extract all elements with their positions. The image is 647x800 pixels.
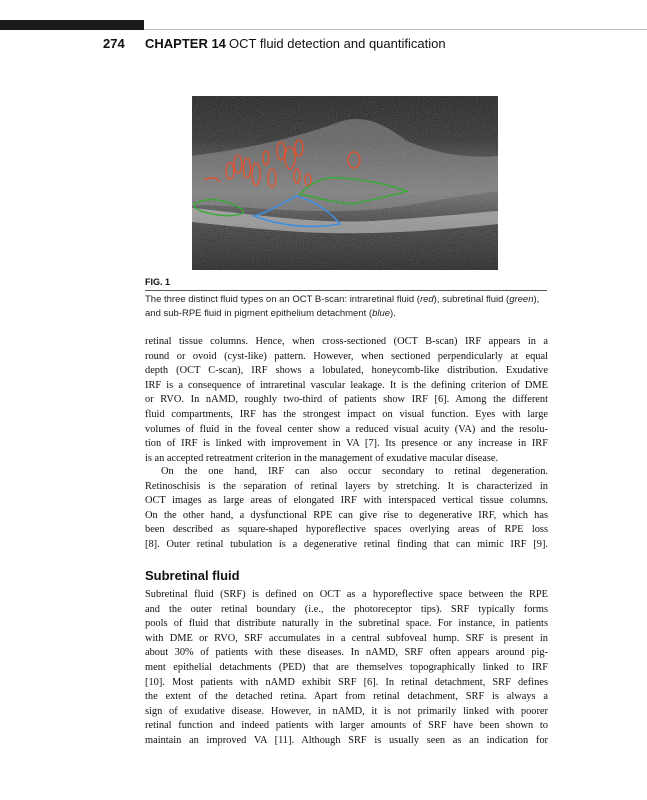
text-line: OCT images as large areas of elongated IRF with interspaced vertical tissue columns. (145, 495, 548, 507)
paragraph-irf-degeneration (145, 465, 548, 553)
text-line: [8]. Outer retinal tubulation is a degenerative retinal finding that can mimic IRF [9]. (145, 538, 548, 550)
figure-caption-text: The three distinct fluid types on an OCT B-scan: intraretinal fluid (red), subretinal fluid (green), and sub-RPE fluid in pigment epithelium detachment (blue). (145, 294, 540, 319)
text-line: pools of fluid that distribute naturally in the subretinal space. For instance, in patients (145, 618, 548, 630)
text-line: with DME or RVO, SRF accumulates in a central subfoveal hump. SRF is present in (145, 632, 548, 644)
text-line: about 30% of patients with these diseases. In nAMD, SRF often appears around pig- (145, 647, 548, 659)
chapter-label: CHAPTER 14 (145, 36, 226, 51)
text-line: and the outer retinal boundary (i.e., the photoreceptor tips). SRF typically forms (145, 603, 548, 615)
running-header (0, 36, 647, 54)
text-line: round or ovoid (cyst-like) pattern. However, when sectioned perpendicularly at equal (145, 350, 548, 362)
oct-bscan-figure (192, 96, 498, 270)
text-line: On the one hand, IRF can also occur secondary to retinal degeneration. (161, 466, 548, 477)
text-line: depth (OCT C-scan), IRF shows a lobulated, honeycomb-like distribution. Exudative (145, 365, 548, 377)
text-line: the extent of the detached retina. Apart from retinal detachment, SRF is always a (145, 691, 548, 703)
figure-caption (145, 293, 547, 321)
text-line: retinal function and indeed patients with larger amounts of SRF have been shown to (145, 720, 548, 732)
text-line: maintain an improved VA [11]. Although SRF is usually seen as an indication for (145, 734, 548, 746)
text-line: or RVO. In nAMD, roughly two-third of patients show IRF [6]. Among the different (145, 394, 548, 406)
text-line: Subretinal fluid (SRF) is defined on OCT as a hyporeflective space between the RPE (145, 589, 548, 600)
text-line: On the other hand, a dysfunctional RPE can give rise to degenerative IRF, which has (145, 509, 548, 521)
chapter-title: OCT fluid detection and quantification (229, 36, 446, 51)
paragraph-srf (145, 588, 548, 749)
section-heading-srf: Subretinal fluid (145, 568, 240, 583)
figure-label: FIG. 1 (145, 277, 171, 287)
figure-caption-rule (145, 290, 547, 291)
text-line: tion of IRF is linked with improvement in VA [7]. Its presence or any increase in IRF (145, 438, 548, 450)
text-line: IRF is a consequence of intraretinal vascular leakage. It is the defining criterion of DME (145, 379, 548, 391)
header-bar (0, 20, 144, 30)
text-line: ment epithelial detachments (PED) that are themselves topographically linked to IRF (145, 661, 548, 673)
header-rule (144, 29, 647, 30)
text-line: sign of exudative disease. However, in nAMD, it is not primarily linked with poorer (145, 705, 548, 717)
text-line: Retinoschisis is the separation of retinal layers by stretching. It is characterized in (145, 480, 548, 492)
oct-bscan-image (192, 96, 498, 270)
text-line: been described as square-shaped hyporeflective spaces overlying areas of RPE loss (145, 524, 548, 536)
text-line: volumes of fluid in the foveal center show a reduced visual acuity (VA) and the resolu- (145, 423, 548, 435)
text-line: [10]. Most patients with nAMD exhibit SRF [6]. In retinal detachment, SRF defines (145, 676, 548, 688)
text-line: fluid compartments, IRF has the strongest impact on visual function. Eyes with large (145, 408, 548, 420)
paragraph-irf-continued (145, 335, 548, 466)
text-line: retinal tissue columns. Hence, when cross-sectioned (OCT B-scan) IRF appears in a (145, 336, 548, 347)
text-line: is an accepted retreatment criterion in the management of exudative macular disease. (145, 452, 499, 464)
page-number: 274 (103, 36, 125, 51)
